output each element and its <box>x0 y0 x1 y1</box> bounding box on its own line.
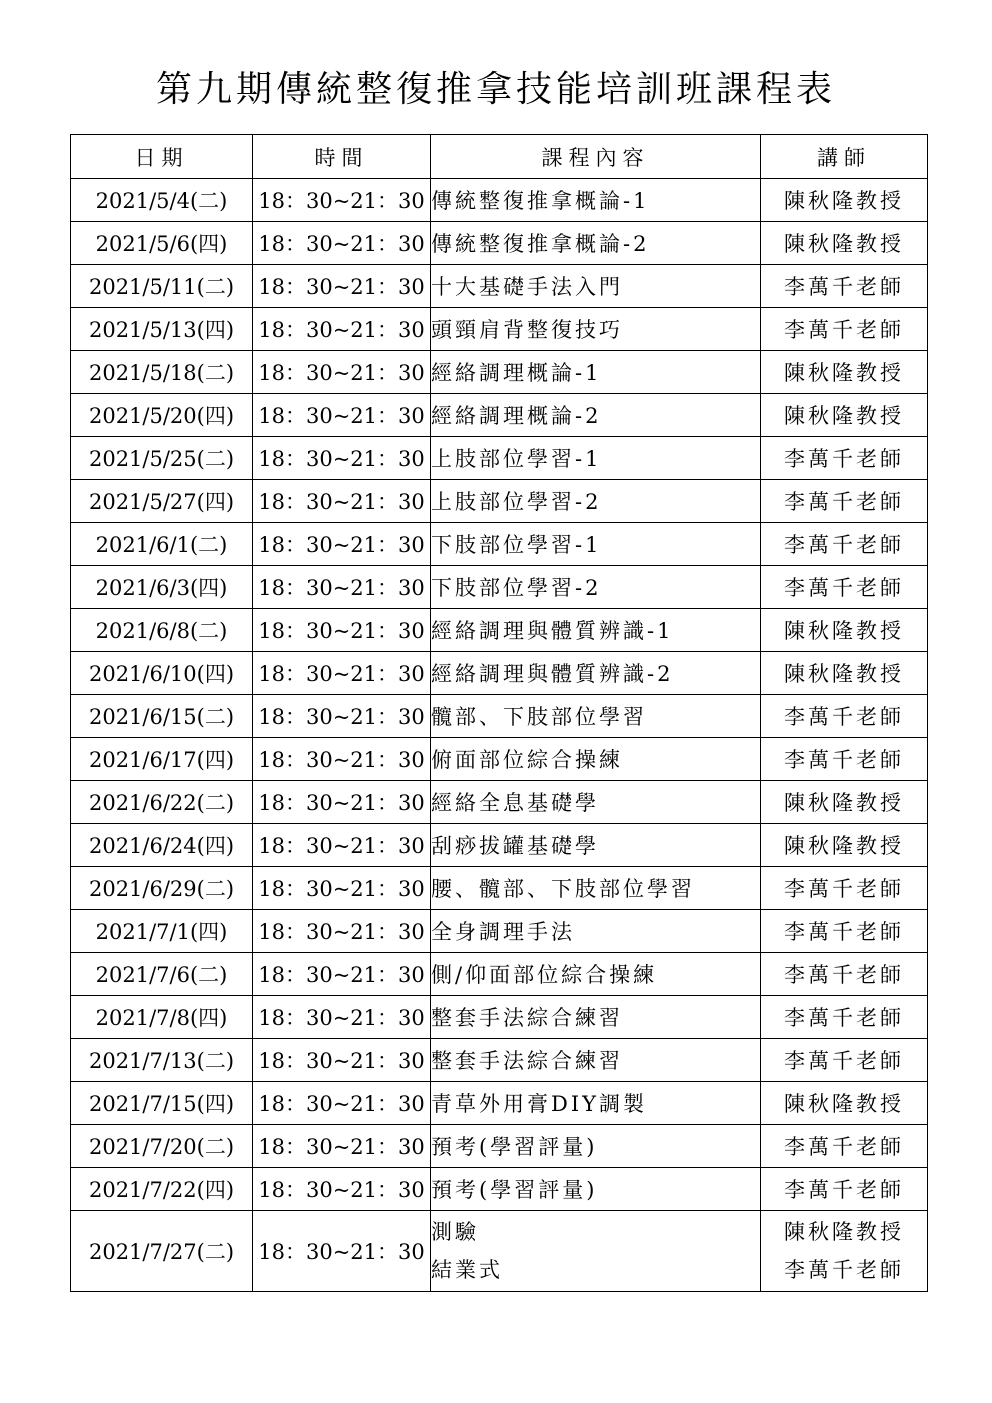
time-cell: 18：30~21：30 <box>253 996 431 1039</box>
table-row <box>71 394 928 437</box>
instructor-cell: 李萬千老師 <box>761 953 928 996</box>
date-cell: 2021/7/6(二) <box>71 953 253 996</box>
instructor-cell: 李萬千老師 <box>761 910 928 953</box>
course-cell: 經絡全息基礎學 <box>431 781 761 824</box>
instructor-cell: 李萬千老師 <box>761 738 928 781</box>
course-cell: 全身調理手法 <box>431 910 761 953</box>
instructor-cell: 李萬千老師 <box>761 1168 928 1211</box>
instructor-cell: 陳秋隆教授 <box>761 652 928 695</box>
table-row <box>71 437 928 480</box>
time-cell: 18：30~21：30 <box>253 523 431 566</box>
date-cell: 2021/6/8(二) <box>71 609 253 652</box>
time-cell: 18：30~21：30 <box>253 351 431 394</box>
instructor-cell: 陳秋隆教授 <box>761 394 928 437</box>
course-cell: 髖部、下肢部位學習 <box>431 695 761 738</box>
course-cell: 十大基礎手法入門 <box>431 265 761 308</box>
course-item-graduation: 結業式 <box>431 1258 503 1282</box>
document-title: 第九期傳統整復推拿技能培訓班課程表 <box>155 69 836 110</box>
instructor-cell: 李萬千老師 <box>761 566 928 609</box>
course-cell: 上肢部位學習-1 <box>431 437 761 480</box>
date-cell: 2021/6/24(四) <box>71 824 253 867</box>
time-cell: 18：30~21：30 <box>253 222 431 265</box>
instructor-cell: 李萬千老師 <box>761 867 928 910</box>
date-cell: 2021/7/1(四) <box>71 910 253 953</box>
table-row <box>71 781 928 824</box>
instructor-item: 李萬千老師 <box>784 1258 904 1282</box>
course-cell: 刮痧拔罐基礎學 <box>431 824 761 867</box>
table-row <box>71 996 928 1039</box>
course-cell: 經絡調理概論-2 <box>431 394 761 437</box>
course-cell: 經絡調理與體質辨識-2 <box>431 652 761 695</box>
time-cell: 18：30~21：30 <box>253 566 431 609</box>
header-date: 日期 <box>71 135 253 179</box>
instructor-cell: 陳秋隆教授 <box>761 824 928 867</box>
date-cell: 2021/5/6(四) <box>71 222 253 265</box>
date-cell: 2021/6/15(二) <box>71 695 253 738</box>
time-cell: 18：30~21：30 <box>253 953 431 996</box>
date-cell: 2021/5/20(四) <box>71 394 253 437</box>
table-row <box>71 1125 928 1168</box>
date-cell: 2021/6/17(四) <box>71 738 253 781</box>
course-cell <box>431 1211 761 1292</box>
table-row <box>71 566 928 609</box>
date-cell: 2021/7/27(二) <box>71 1211 253 1292</box>
instructor-cell: 李萬千老師 <box>761 265 928 308</box>
date-cell: 2021/7/8(四) <box>71 996 253 1039</box>
time-cell: 18：30~21：30 <box>253 308 431 351</box>
course-cell: 頭頸肩背整復技巧 <box>431 308 761 351</box>
time-cell: 18：30~21：30 <box>253 1211 431 1292</box>
date-cell: 2021/6/10(四) <box>71 652 253 695</box>
table-row <box>71 738 928 781</box>
course-item-exam: 測驗 <box>431 1220 479 1244</box>
date-cell: 2021/6/3(四) <box>71 566 253 609</box>
table-row <box>71 480 928 523</box>
date-cell: 2021/6/1(二) <box>71 523 253 566</box>
course-cell: 整套手法綜合練習 <box>431 996 761 1039</box>
table-row <box>71 824 928 867</box>
instructor-cell: 李萬千老師 <box>761 437 928 480</box>
time-cell: 18：30~21：30 <box>253 179 431 222</box>
time-cell: 18：30~21：30 <box>253 1125 431 1168</box>
time-cell: 18：30~21：30 <box>253 437 431 480</box>
course-cell: 預考(學習評量) <box>431 1125 761 1168</box>
time-cell: 18：30~21：30 <box>253 480 431 523</box>
date-cell: 2021/5/11(二) <box>71 265 253 308</box>
table-row <box>71 867 928 910</box>
table-row <box>71 953 928 996</box>
time-cell: 18：30~21：30 <box>253 867 431 910</box>
course-cell: 腰、髖部、下肢部位學習 <box>431 867 761 910</box>
table-row <box>71 1039 928 1082</box>
instructor-cell: 陳秋隆教授 <box>761 781 928 824</box>
course-cell: 經絡調理概論-1 <box>431 351 761 394</box>
course-cell: 俯面部位綜合操練 <box>431 738 761 781</box>
course-cell: 下肢部位學習-2 <box>431 566 761 609</box>
date-cell: 2021/5/25(二) <box>71 437 253 480</box>
date-cell: 2021/5/13(四) <box>71 308 253 351</box>
course-cell: 青草外用膏DIY調製 <box>431 1082 761 1125</box>
date-cell: 2021/7/22(四) <box>71 1168 253 1211</box>
time-cell: 18：30~21：30 <box>253 265 431 308</box>
instructor-cell: 陳秋隆教授 <box>761 609 928 652</box>
instructor-cell: 李萬千老師 <box>761 480 928 523</box>
table-row <box>71 1168 928 1211</box>
date-cell: 2021/5/18(二) <box>71 351 253 394</box>
time-cell: 18：30~21：30 <box>253 1168 431 1211</box>
instructor-cell: 陳秋隆教授 <box>761 222 928 265</box>
table-row <box>71 265 928 308</box>
time-cell: 18：30~21：30 <box>253 1039 431 1082</box>
instructor-cell: 陳秋隆教授 <box>761 179 928 222</box>
date-cell: 2021/7/20(二) <box>71 1125 253 1168</box>
instructor-cell: 李萬千老師 <box>761 996 928 1039</box>
date-cell: 2021/5/27(四) <box>71 480 253 523</box>
table-row <box>71 351 928 394</box>
course-cell: 側/仰面部位綜合操練 <box>431 953 761 996</box>
date-cell: 2021/7/13(二) <box>71 1039 253 1082</box>
date-cell: 2021/6/29(二) <box>71 867 253 910</box>
course-schedule-table <box>70 134 928 1292</box>
header-instructor: 講師 <box>761 135 928 179</box>
time-cell: 18：30~21：30 <box>253 824 431 867</box>
table-header-row <box>71 135 928 179</box>
table-row <box>71 523 928 566</box>
course-cell: 上肢部位學習-2 <box>431 480 761 523</box>
instructor-item: 陳秋隆教授 <box>784 1220 904 1244</box>
course-cell: 傳統整復推拿概論-1 <box>431 179 761 222</box>
date-cell: 2021/7/15(四) <box>71 1082 253 1125</box>
course-cell: 經絡調理與體質辨識-1 <box>431 609 761 652</box>
time-cell: 18：30~21：30 <box>253 695 431 738</box>
course-cell: 預考(學習評量) <box>431 1168 761 1211</box>
table-row-final <box>71 1211 928 1292</box>
instructor-cell <box>761 1211 928 1292</box>
time-cell: 18：30~21：30 <box>253 910 431 953</box>
header-course: 課程內容 <box>431 135 761 179</box>
course-cell: 傳統整復推拿概論-2 <box>431 222 761 265</box>
table-row <box>71 695 928 738</box>
instructor-cell: 李萬千老師 <box>761 695 928 738</box>
time-cell: 18：30~21：30 <box>253 781 431 824</box>
instructor-cell: 李萬千老師 <box>761 1039 928 1082</box>
time-cell: 18：30~21：30 <box>253 738 431 781</box>
header-time: 時間 <box>253 135 431 179</box>
course-cell: 整套手法綜合練習 <box>431 1039 761 1082</box>
time-cell: 18：30~21：30 <box>253 609 431 652</box>
table-row <box>71 308 928 351</box>
instructor-cell: 李萬千老師 <box>761 1125 928 1168</box>
time-cell: 18：30~21：30 <box>253 394 431 437</box>
time-cell: 18：30~21：30 <box>253 652 431 695</box>
date-cell: 2021/5/4(二) <box>71 179 253 222</box>
table-row <box>71 222 928 265</box>
instructor-cell: 陳秋隆教授 <box>761 1082 928 1125</box>
instructor-cell: 李萬千老師 <box>761 523 928 566</box>
table-row <box>71 179 928 222</box>
time-cell: 18：30~21：30 <box>253 1082 431 1125</box>
table-row <box>71 652 928 695</box>
table-row <box>71 1082 928 1125</box>
table-row <box>71 609 928 652</box>
course-cell: 下肢部位學習-1 <box>431 523 761 566</box>
instructor-cell: 李萬千老師 <box>761 308 928 351</box>
date-cell: 2021/6/22(二) <box>71 781 253 824</box>
instructor-cell: 陳秋隆教授 <box>761 351 928 394</box>
table-row <box>71 910 928 953</box>
